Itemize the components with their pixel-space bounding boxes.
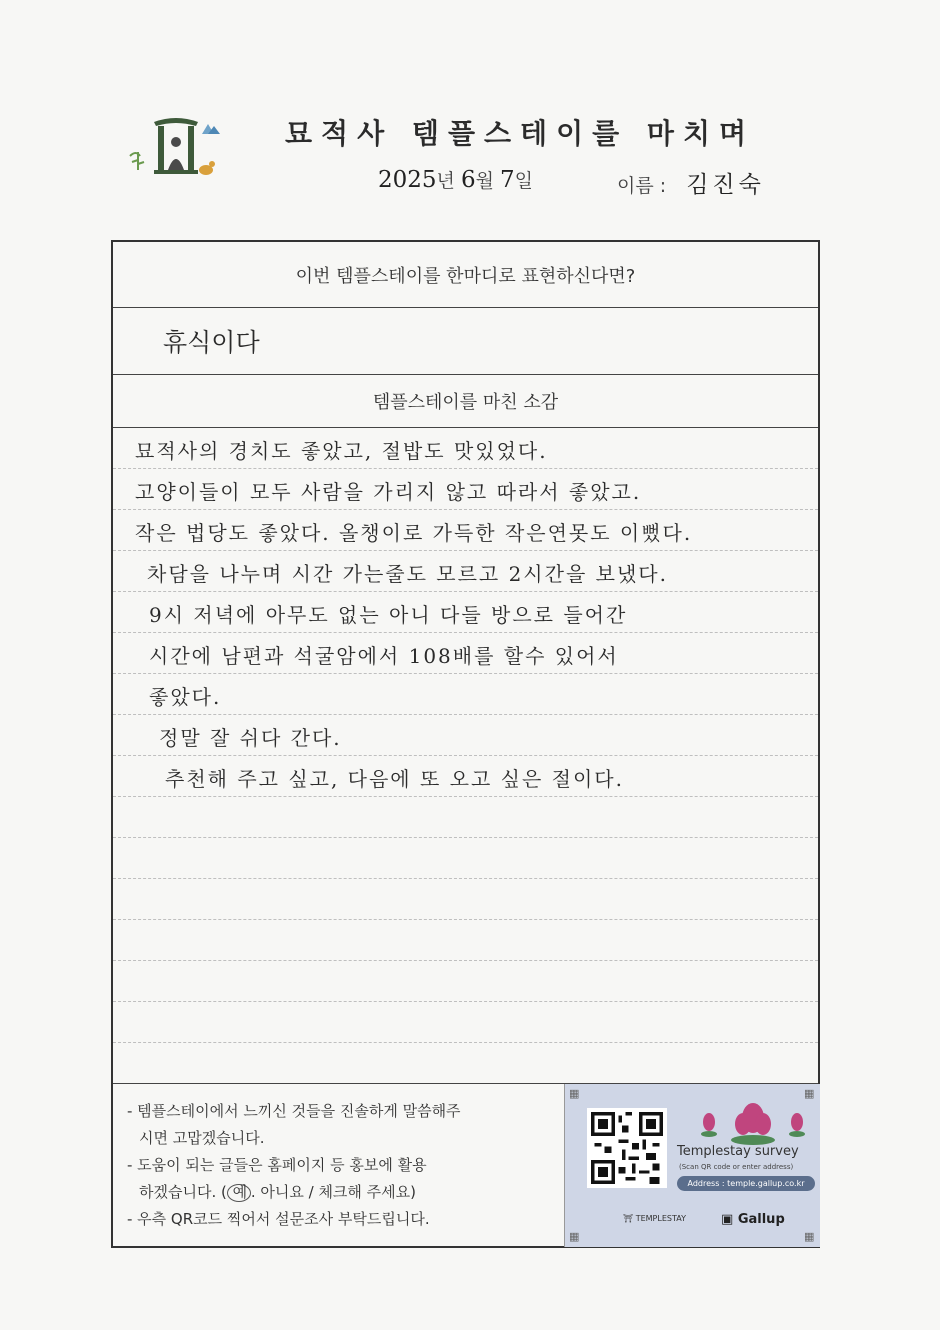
gallup-brand (721, 1212, 785, 1227)
survey-address[interactable]: Address : temple.gallup.co.kr (677, 1176, 815, 1191)
impression-line (113, 674, 818, 715)
impression-text: 추천해 주고 싶고, 다음에 또 오고 싶은 절이다. (165, 767, 624, 791)
corner-ornament-icon: ▦ (804, 1087, 815, 1100)
survey-title: Templestay survey (677, 1144, 799, 1159)
impression-text: 정말 잘 쉬다 간다. (159, 726, 342, 750)
templestay-brand-label: TEMPLESTAY (635, 1214, 686, 1223)
date-row (378, 166, 533, 193)
note-line: - 도움이 되는 글들은 홈페이지 등 홍보에 활용 (127, 1156, 427, 1174)
survey-subtitle: (Scan QR code or enter address) (679, 1163, 794, 1171)
survey-card[interactable] (564, 1084, 820, 1247)
impression-line (113, 715, 818, 756)
impression-line (113, 879, 818, 920)
note-line: 시면 고맙겠습니다. (139, 1129, 265, 1147)
qr-code-icon[interactable] (587, 1108, 667, 1188)
impression-text: 시간에 남편과 석굴암에서 108배를 할수 있어서 (149, 644, 619, 668)
impression-line (113, 756, 818, 797)
name-value: 김진숙 (686, 172, 765, 198)
templestay-brand (623, 1214, 686, 1223)
note-line (127, 1179, 557, 1206)
notes-list (127, 1098, 557, 1233)
date-month: 6 (460, 167, 476, 193)
note-line: - 템플스테이에서 느끼신 것들을 진솔하게 말씀해주 (127, 1102, 461, 1120)
impression-text: 묘적사의 경치도 좋았고, 절밥도 맛있었다. (135, 439, 548, 463)
name-row (617, 166, 765, 199)
impressions-area (113, 428, 818, 1083)
corner-ornament-icon: ▦ (804, 1230, 815, 1243)
date-day: 7 (500, 167, 515, 193)
impression-line (113, 592, 818, 633)
gallup-logo-icon: ▣ (721, 1212, 734, 1227)
note-text: 하겠습니다. ( (139, 1183, 227, 1201)
temple-mini-icon: ⛩ (623, 1214, 634, 1223)
date-year-suffix: 년 (436, 170, 455, 192)
page-title: 묘적사 템플스테이를 마치며 (285, 117, 756, 150)
impression-text: 좋았다. (149, 685, 222, 709)
impression-line (113, 510, 818, 551)
impression-line (113, 551, 818, 592)
name-label: 이름 : (617, 175, 667, 197)
impression-line (113, 961, 818, 1002)
impression-text: 9시 저녁에 아무도 없는 아니 다들 방으로 들어간 (149, 603, 628, 627)
bottom-section (113, 1083, 818, 1247)
impression-line (113, 633, 818, 674)
impression-line (113, 838, 818, 879)
note-text: . 아니요 / 체크해 주세요) (250, 1183, 417, 1201)
question-two: 템플스테이를 마친 소감 (113, 375, 818, 428)
impression-line (113, 1043, 818, 1084)
impression-line (113, 428, 818, 469)
impression-text: 차담을 나누며 시간 가는줄도 모르고 2시간을 보냈다. (147, 562, 668, 586)
date-month-suffix: 월 (475, 170, 494, 192)
impression-text: 고양이들이 모두 사람을 가리지 않고 따라서 좋았고. (135, 480, 642, 504)
date-day-suffix: 일 (514, 170, 533, 192)
corner-ornament-icon: ▦ (569, 1230, 580, 1243)
answer-one: 휴식이다 (113, 308, 818, 375)
date-year: 2025 (378, 167, 437, 193)
impression-line (113, 797, 818, 838)
temple-logo (126, 112, 222, 192)
question-one: 이번 템플스테이를 한마디로 표현하신다면? (113, 242, 818, 308)
impression-line (113, 920, 818, 961)
note-line: - 우측 QR코드 찍어서 설문조사 부탁드립니다. (127, 1210, 430, 1228)
impression-line (113, 1002, 818, 1043)
yes-option[interactable]: 예 (232, 1183, 248, 1201)
corner-ornament-icon: ▦ (569, 1087, 580, 1100)
lotus-flower-icon (693, 1100, 813, 1150)
form-frame (111, 240, 820, 1248)
gallup-brand-label: Gallup (737, 1212, 785, 1227)
impression-line (113, 469, 818, 510)
impression-text: 작은 법당도 좋았다. 올챙이로 가득한 작은연못도 이뻤다. (135, 521, 693, 545)
